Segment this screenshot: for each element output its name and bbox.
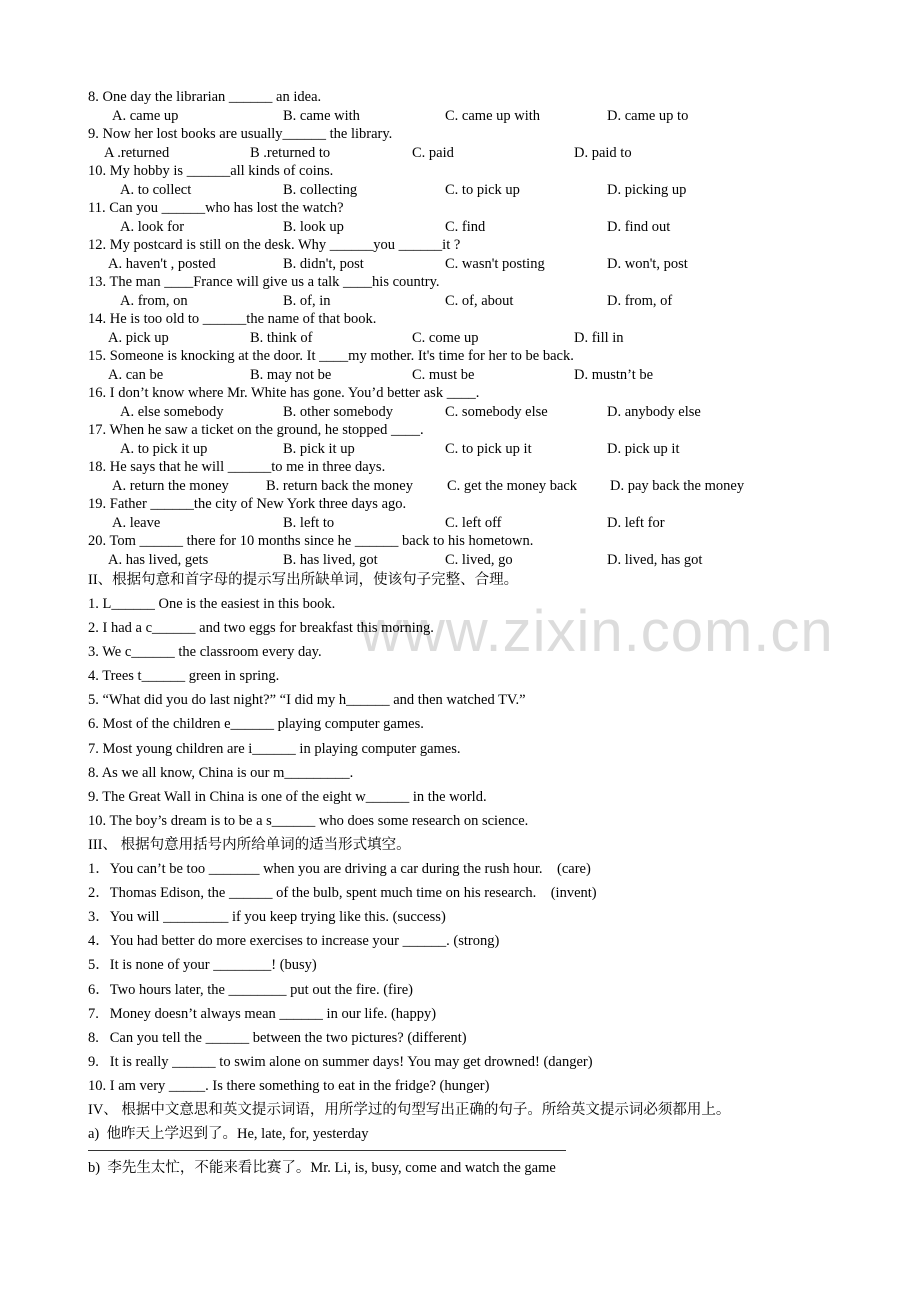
option-a: A .returned [104,144,170,161]
option-d: D. paid to [574,144,632,161]
option-d: D. anybody else [607,403,701,420]
question-stem: 16. I don’t know where Mr. White has gone. You’d better ask ____. [88,385,480,401]
fill-blank-item: 6. Most of the children e______ playing computer games. [88,716,424,733]
option-c: C. came up with [445,107,541,124]
option-b: B. other somebody [283,403,393,420]
option-a: A. else somebody [120,403,224,420]
word-form-item: 6．Two hours later, the ________ put out the fire. (fire) [88,981,413,998]
fill-blank-item: 4. Trees t______ green in spring. [88,668,280,685]
word-form-item: 1．You can’t be too _______ when you are driving a car during the rush hour. (care) [88,861,591,878]
option-a: A. haven't , posted [108,255,216,272]
word-form-item: 4．You had better do more exercises to increase your ______. (strong) [88,933,500,950]
question-stem: 8. One day the librarian ______ an idea. [88,89,322,105]
fill-blank-item: 2. I had a c______ and two eggs for breakfast this morning. [88,620,434,637]
section-2-title: II、根据句意和首字母的提示写出所缺单词，使该句子完整、合理。 [88,572,519,588]
question-stem: 19. Father ______the city of New York three days ago. [88,496,407,512]
word-form-item: 2．Thomas Edison, the ______ of the bulb, spent much time on his research. (invent) [88,885,597,902]
option-d: D. mustn’t be [574,366,654,383]
option-b: B. collecting [283,181,358,198]
option-a: A. from, on [120,292,188,309]
word-form-item: 8. Can you tell the ______ between the two pictures? (different) [88,1029,467,1046]
option-c: C. lived, go [445,551,513,568]
option-c: C. find [445,218,486,235]
option-b: B. think of [250,329,313,346]
question-options [88,107,848,126]
option-c: C. somebody else [445,403,548,420]
option-c: C. must be [412,366,475,383]
worksheet-page [88,88,848,1180]
question-options [88,181,848,200]
option-a: A. to collect [120,181,192,198]
writing-item-b: b) 李先生太忙，不能来看比赛了。Mr. Li, is, busy, come and watch the game [88,1160,556,1177]
fill-blank-item: 1. L______ One is the easiest in this book. [88,596,336,612]
question-options [88,329,848,348]
question-options [88,403,848,422]
fill-initial-letter-section [88,569,848,833]
question-options [88,477,848,496]
option-c: C. to pick up it [445,440,532,457]
writing-item-a: a) 他昨天上学迟到了。He, late, for, yesterday [88,1126,369,1143]
section-3-title: III、 根据句意用括号内所给单词的适当形式填空。 [88,836,411,853]
section-4-title: IV、 根据中文意思和英文提示词语，用所学过的句型写出正确的句子。所给英文提示词必须都用上。 [88,1101,731,1118]
fill-blank-item: 9. The Great Wall in China is one of the eight w______ in the world. [88,788,487,805]
option-d: D. won't, post [607,255,688,272]
option-a: A. look for [120,218,185,235]
option-d: D. from, of [607,292,673,309]
option-b: B. may not be [250,366,332,383]
question-stem: 9. Now her lost books are usually______ the library. [88,126,393,142]
option-b: B. didn't, post [283,255,364,272]
option-c: C. left off [445,514,502,531]
option-b: B. return back the money [266,477,413,494]
question-options [88,551,848,570]
option-d: D. came up to [607,107,689,124]
fill-blank-item: 10. The boy’s dream is to be a s______ who does some research on science. [88,812,529,829]
answer-line-a[interactable] [88,1146,848,1156]
option-b: B. left to [283,514,335,531]
option-a: A. return the money [112,477,229,494]
word-form-item: 7. Money doesn’t always mean ______ in our life. (happy) [88,1005,437,1022]
option-d: D. fill in [574,329,624,346]
option-b: B. has lived, got [283,551,378,568]
option-d: D. lived, has got [607,551,703,568]
question-options [88,292,848,311]
option-d: D. pay back the money [610,477,745,494]
option-a: A. pick up [108,329,169,346]
option-b: B .returned to [250,144,331,161]
question-stem: 11. Can you ______who has lost the watch? [88,200,344,216]
question-stem: 13. The man ____France will give us a talk ____his country. [88,274,440,290]
question-stem: 15. Someone is knocking at the door. It ____my mother. It's time for her to be back. [88,348,574,364]
option-c: C. get the money back [447,477,578,494]
option-b: B. of, in [283,292,331,309]
question-options [88,255,848,274]
question-stem: 10. My hobby is ______all kinds of coins. [88,163,334,179]
question-options [88,218,848,237]
question-options [88,366,848,385]
question-options [88,514,848,533]
watermark: www.zixin.com.cn [360,599,834,664]
fill-blank-item: 3. We c______ the classroom every day. [88,644,322,661]
option-c: C. of, about [445,292,514,309]
option-d: D. left for [607,514,665,531]
option-a: A. can be [108,366,164,383]
multiple-choice-section [88,88,848,569]
option-d: D. pick up it [607,440,680,457]
question-stem: 18. He says that he will ______to me in three days. [88,459,386,475]
option-b: B. pick it up [283,440,355,457]
option-c: C. paid [412,144,454,161]
question-stem: 14. He is too old to ______the name of that book. [88,311,377,327]
sentence-writing-section [88,1098,848,1180]
fill-blank-item: 7. Most young children are i______ in playing computer games. [88,740,461,757]
word-form-item: 9. It is really ______ to swim alone on summer days! You may get drowned! (danger) [88,1053,593,1070]
option-c: C. come up [412,329,479,346]
question-options [88,144,848,163]
word-form-item: 3．You will _________ if you keep trying like this. (success) [88,909,446,926]
option-c: C. to pick up [445,181,520,198]
word-form-item: 10. I am very _____. Is there something to eat in the fridge? (hunger) [88,1077,490,1094]
question-stem: 12. My postcard is still on the desk. Why ______you ______it ? [88,237,461,253]
option-a: A. came up [112,107,179,124]
word-form-item: 5．It is none of your ________! (busy) [88,957,317,974]
option-c: C. wasn't posting [445,255,545,272]
fill-blank-item: 5. “What did you do last night?” “I did my h______ and then watched TV.” [88,692,526,709]
question-stem: 20. Tom ______ there for 10 months since he ______ back to his hometown. [88,533,534,549]
option-a: A. leave [112,514,161,531]
word-form-section [88,833,848,1098]
option-d: D. find out [607,218,671,235]
question-stem: 17. When he saw a ticket on the ground, he stopped ____. [88,422,424,438]
option-d: D. picking up [607,181,687,198]
option-a: A. to pick it up [120,440,208,457]
option-b: B. look up [283,218,344,235]
option-b: B. came with [283,107,360,124]
fill-blank-item: 8. As we all know, China is our m_________. [88,764,354,781]
question-options [88,440,848,459]
option-a: A. has lived, gets [108,551,209,568]
